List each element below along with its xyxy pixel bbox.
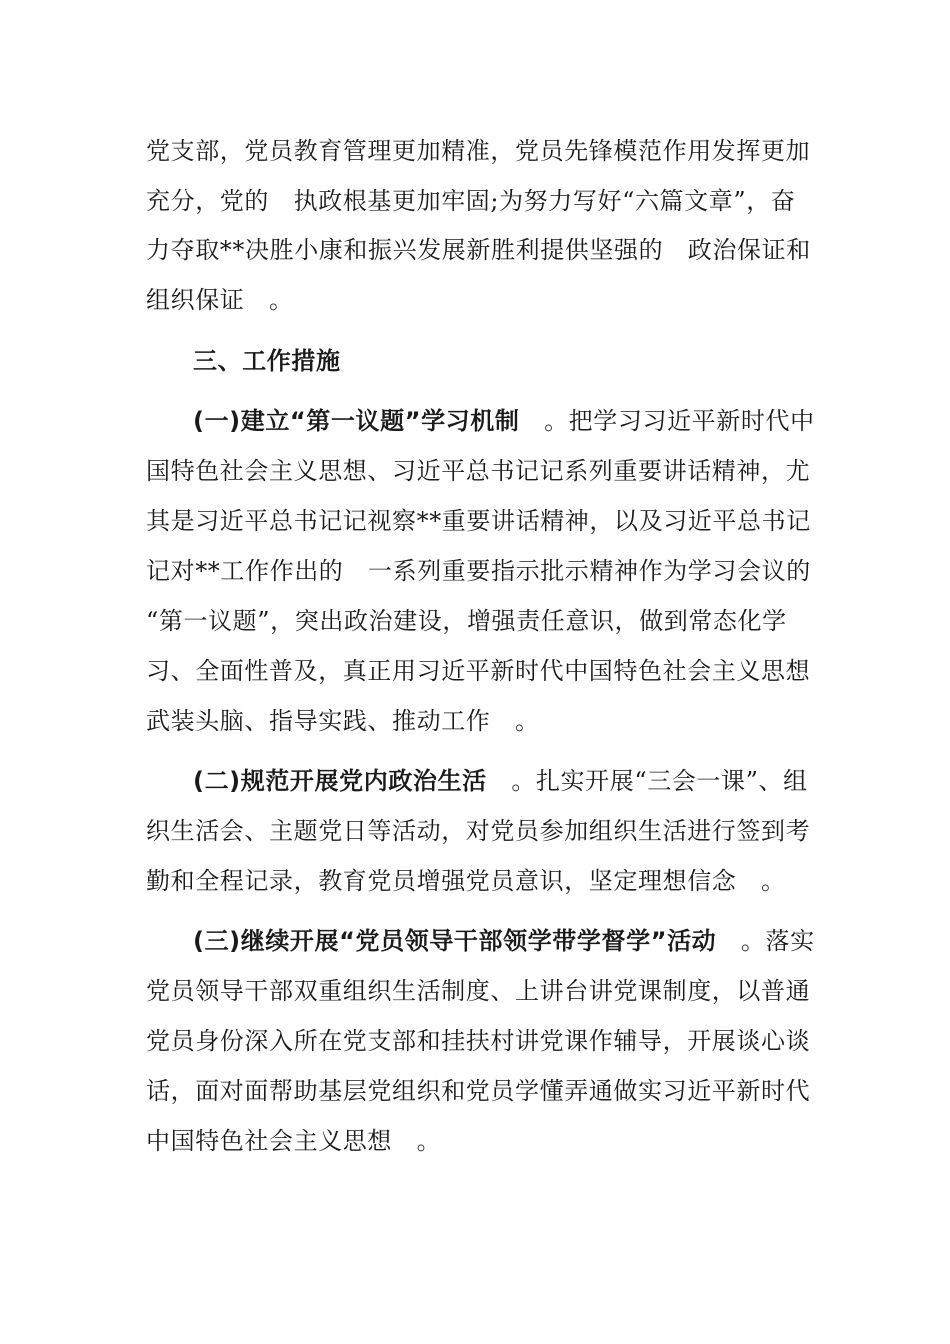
- item-3-first-line: [193, 926, 815, 956]
- item-2-first-line-text: 。扎实开展“三会一课”、组: [486, 767, 808, 795]
- item-2-first-line: [193, 766, 808, 796]
- item-1-line: 国特色社会主义思想、习近平总书记记系列重要讲话精神，尤: [146, 457, 811, 485]
- item-1-line: “第一议题”，突出政治建设，增强责任意识，做到常态化学: [146, 607, 787, 635]
- item-2-heading: (二)规范开展党内政治生活: [193, 767, 487, 795]
- item-1-line: 习、全面性普及，真正用习近平新时代中国特色社会主义思想: [146, 657, 811, 685]
- item-1-line: 记对**工作作出的 一系列重要指示批示精神作为学习会议的: [146, 557, 811, 585]
- intro-line-3: 力夺取**决胜小康和振兴发展新胜利提供坚强的 政治保证和: [146, 236, 811, 264]
- section-heading: 三、工作措施: [193, 347, 341, 375]
- item-3-line: 党员身份深入所在党支部和挂扶村讲党课作辅导，开展谈心谈: [146, 1027, 811, 1055]
- item-1-first-line-text: 。把学习习近平新时代中: [519, 407, 815, 435]
- item-2-line: 织生活会、主题党日等活动，对党员参加组织生活进行签到考: [146, 817, 811, 845]
- item-3-heading: (三)继续开展“党员领导干部领学带学督学”活动: [193, 927, 717, 955]
- item-1-line: 其是习近平总书记记视察**重要讲话精神，以及习近平总书记: [146, 507, 811, 535]
- item-3-line: 党员领导干部双重组织生活制度、上讲台讲党课制度，以普通: [146, 977, 811, 1005]
- intro-line-4: 组织保证 。: [146, 286, 294, 314]
- item-1-line: 武装头脑、指导实践、推动工作 。: [146, 707, 540, 735]
- item-3-line: 中国特色社会主义思想 。: [146, 1127, 442, 1155]
- intro-line-2: 充分，党的 执政根基更加牢固;为努力写好“六篇文章”，奋: [146, 187, 796, 215]
- item-2-line: 勤和全程记录，教育党员增强党员意识，坚定理想信念 。: [146, 867, 786, 895]
- item-1-first-line: [193, 406, 815, 436]
- item-3-first-line-text: 。落实: [716, 927, 815, 955]
- item-1-heading: (一)建立“第一议题”学习机制: [193, 407, 520, 435]
- item-3-line: 话，面对面帮助基层党组织和党员学懂弄通做实习近平新时代: [146, 1077, 811, 1105]
- intro-line-1: 党支部，党员教育管理更加精准，党员先锋模范作用发挥更加: [146, 137, 811, 165]
